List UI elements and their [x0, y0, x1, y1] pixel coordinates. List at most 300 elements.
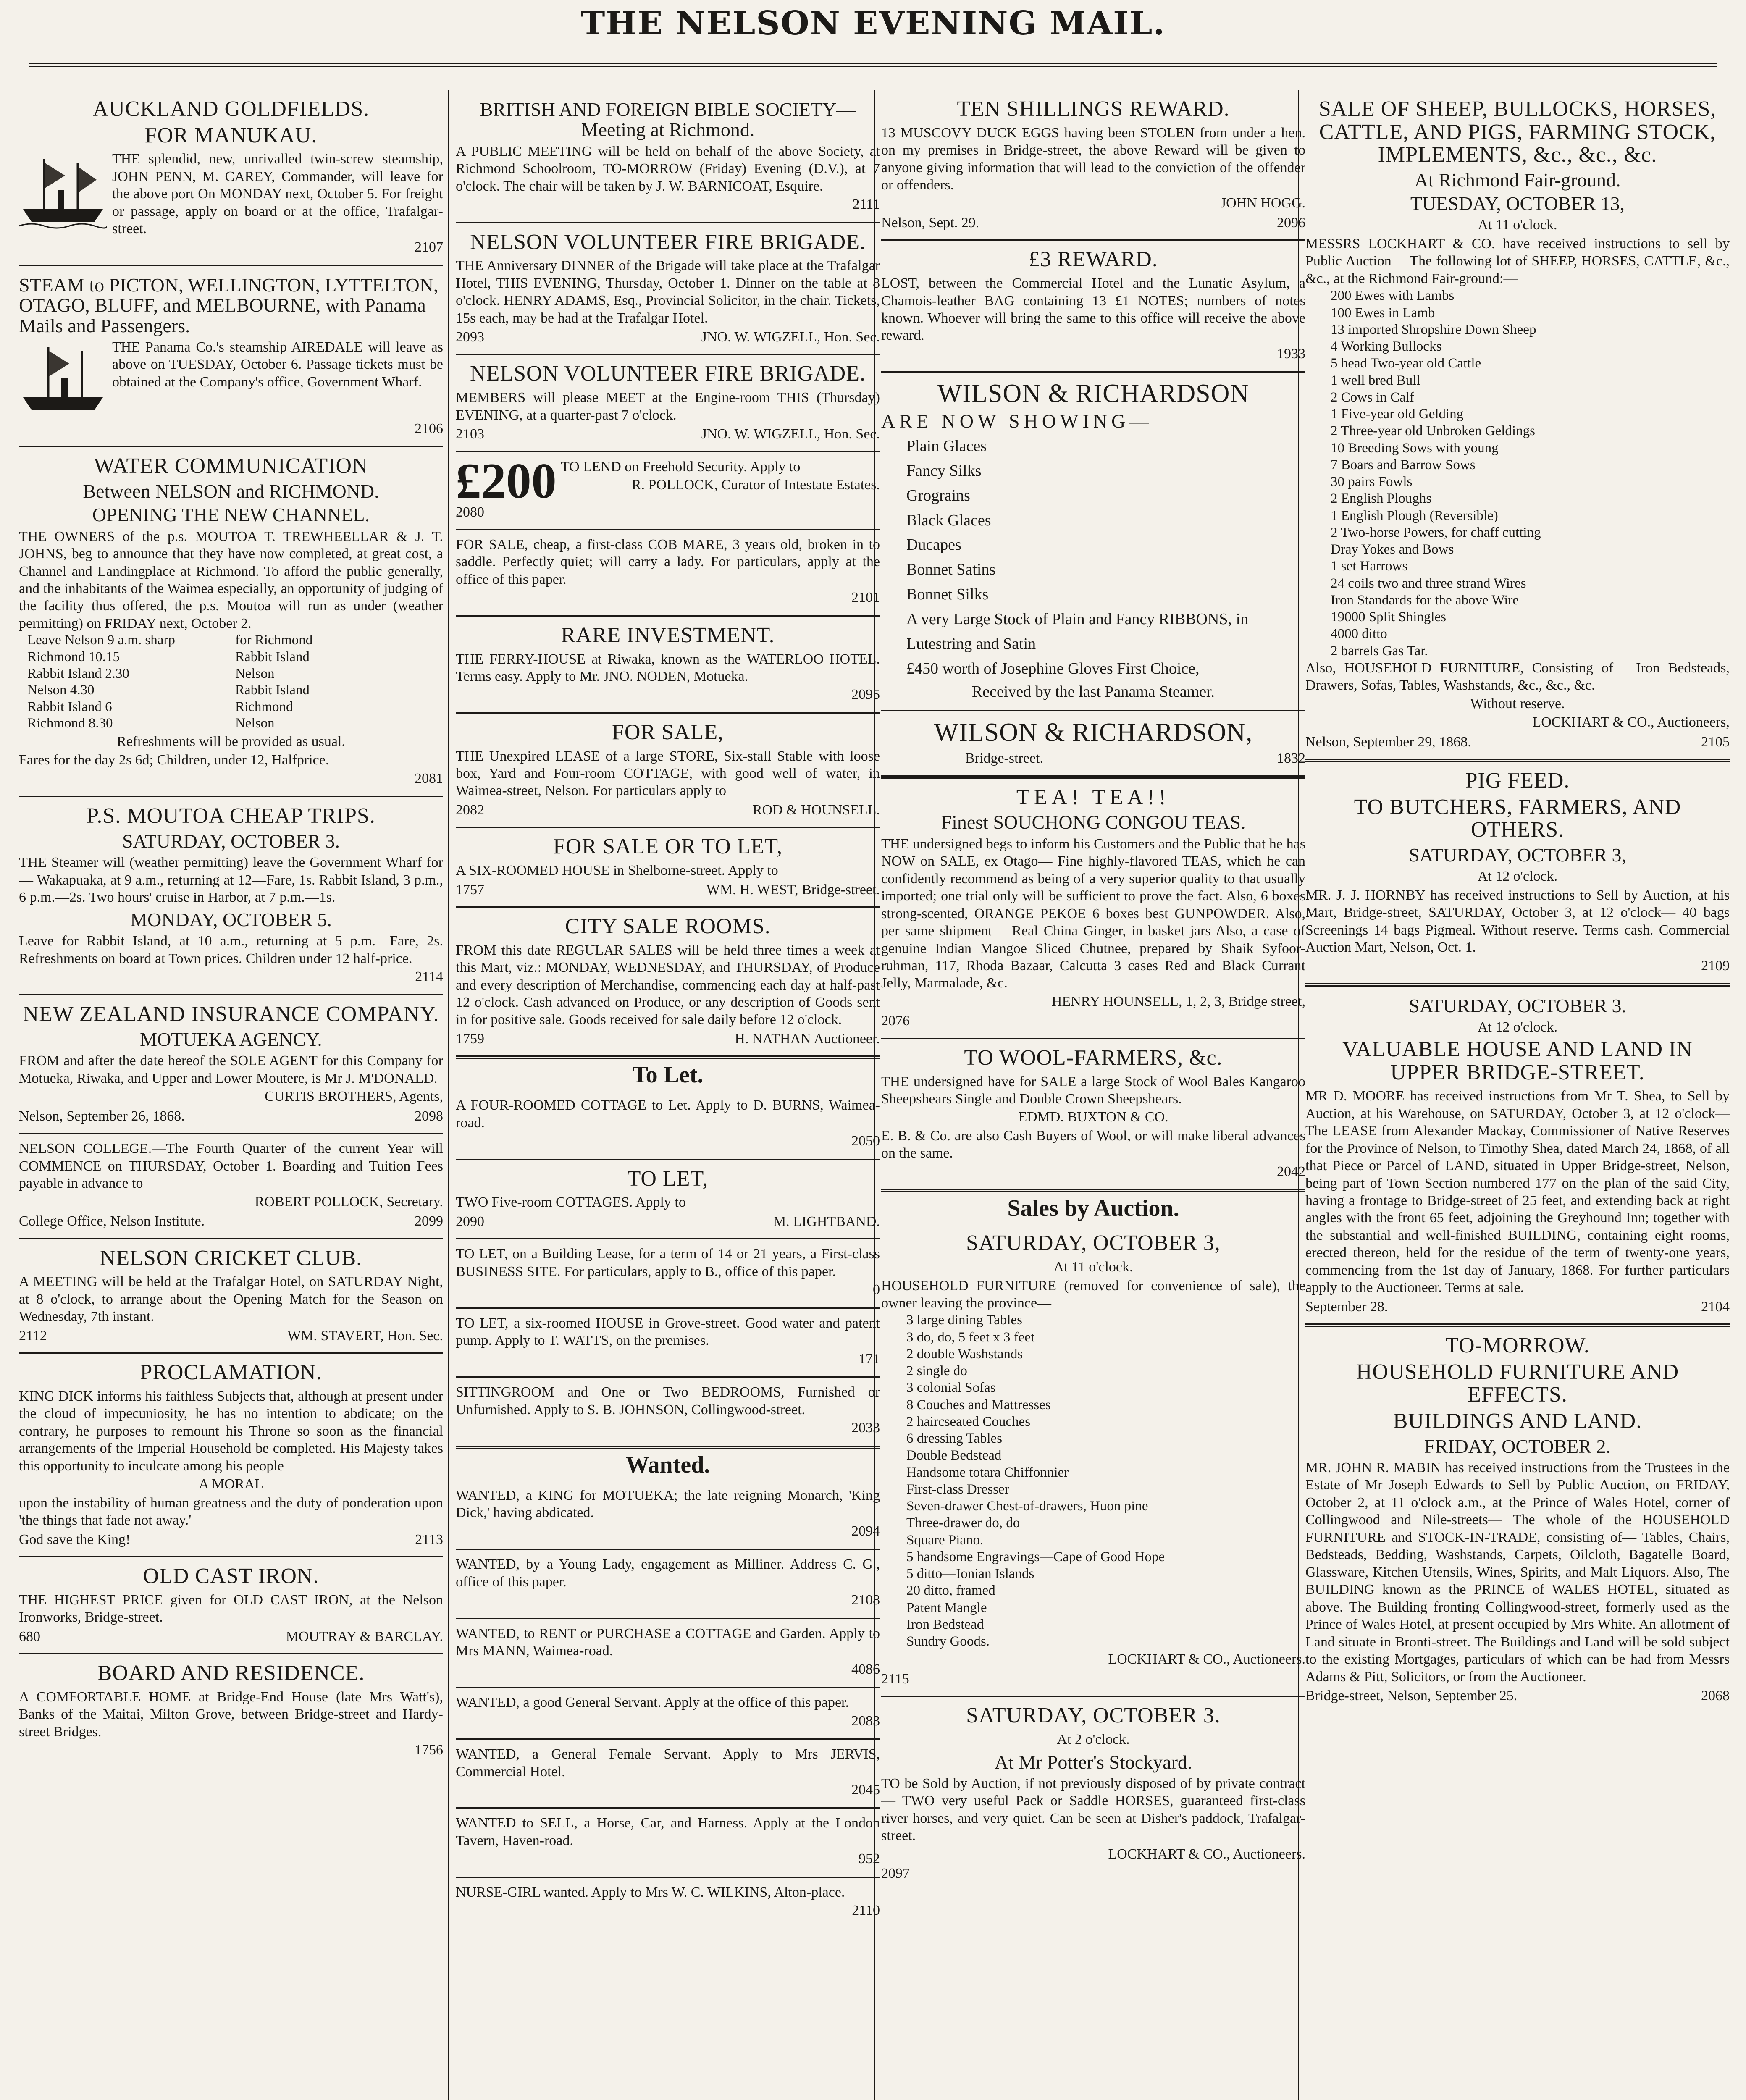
ad-also: Also, HOUSEHOLD FURNITURE, Consisting of— Iron Bedsteads, Drawers, Sofas, Tables, Washstands, &c., &c., &c. — [1305, 660, 1730, 693]
ad-heading: P.S. MOUTOA CHEAP TRIPS. — [87, 804, 375, 828]
ad-lend — [456, 452, 880, 530]
ad-ref: 4086 — [851, 1661, 880, 1677]
ad-body: FROM this date REGULAR SALES will be held three times a week at this Mart, viz.: MONDAY, WEDNESDAY, and THURSDAY, of Produce and every description of Merchandise, commencing each day at half-past 12 o'clock. Cash advanced on Produce, or any description of Goods sent in for positive sale. Goods received for sale daily before 12 o'clock. — [456, 942, 880, 1028]
list-item: Iron Standards for the above Wire — [1331, 592, 1519, 608]
ad-date: College Office, Nelson Institute. — [19, 1213, 205, 1229]
ad-heading: NELSON VOLUNTEER FIRE BRIGADE. — [470, 230, 866, 254]
ad-footer — [456, 425, 880, 444]
ad-fares: Fares for the day 2s 6d; Children, under 12, Halfprice. — [19, 752, 329, 768]
timetable-cell: Leave Nelson 9 a.m. sharp — [27, 633, 175, 648]
list-item: Seven-drawer Chest-of-drawers, Huon pine — [906, 1499, 1148, 1514]
ad-valuable-house — [1305, 987, 1730, 1327]
ad-steam — [19, 266, 443, 447]
ad-body: upon the instability of human greatness and the duty of ponderation upon 'the things that fade not away.' — [19, 1495, 443, 1528]
ad-for-sale-or-let — [456, 828, 880, 908]
list-item: 1 Five-year old Gelding — [1331, 407, 1464, 422]
ad-body: SITTINGROOM and One or Two BEDROOMS, Furnished or Unfurnished. Apply to S. B. JOHNSON, Collingwood-street. — [456, 1384, 880, 1418]
ad-time: At 2 o'clock. — [1057, 1732, 1130, 1748]
ad-heading: FOR SALE, — [612, 720, 724, 744]
ad-body: MEMBERS will please MEET at the Engine-room THIS (Thursday) EVENING, at a quarter-past 7 o'clock. — [456, 390, 880, 423]
list-item: 10 Breeding Sows with young — [1331, 440, 1499, 456]
ad-wanted — [456, 1688, 880, 1740]
list-item: 100 Ewes in Lamb — [1331, 305, 1435, 320]
ad-ref: 2033 — [851, 1420, 880, 1436]
list-item: Double Bedstead — [906, 1448, 1002, 1463]
timetable-cell: Rabbit Island 2.30 — [27, 666, 129, 681]
ad-heading: PROCLAMATION. — [140, 1360, 322, 1385]
column-4 — [1305, 90, 1730, 2100]
ad-ref: 2106 — [415, 420, 443, 436]
ad-for-sale — [456, 714, 880, 828]
list-item: 3 colonial Sofas — [906, 1380, 996, 1396]
column-1 — [19, 90, 443, 2100]
ad-body: WANTED, a KING for MOTUEKA; the late reigning Monarch, 'King Dick,' having abdicated. — [456, 1487, 880, 1521]
ad-body: TO LET, a six-roomed HOUSE in Grove-street. Good water and patent pump. Apply to T. WATTS, on the premises. — [456, 1315, 880, 1349]
ad-body: WANTED, a good General Servant. Apply at the office of this paper. — [456, 1695, 849, 1711]
ad-footer — [456, 1030, 880, 1048]
timetable-cell: Richmond — [235, 699, 293, 714]
ad-ref: 2095 — [851, 687, 880, 703]
ad-fire-brigade-meeting — [456, 355, 880, 452]
ad-ref: 2099 — [415, 1213, 443, 1229]
ad-footer — [456, 801, 880, 819]
list-item: 3 do, do, 5 feet x 3 feet — [906, 1329, 1035, 1345]
ad-body: TWO Five-room COTTAGES. Apply to — [456, 1194, 686, 1210]
list-item: Bonnet Silks — [906, 585, 989, 604]
list-item: 2 Cows in Calf — [1331, 389, 1414, 405]
ad-wanted — [456, 1481, 880, 1550]
ad-date: Nelson, September 26, 1868. — [19, 1108, 185, 1124]
ad-footer — [19, 1327, 443, 1345]
ad-rare-investment — [456, 617, 880, 714]
ad-footer — [456, 881, 880, 899]
ad-body: THE Steamer will (weather permitting) leave the Government Wharf for— Wakapuaka, at 9 a.m., returning at 12—Fare, 1s. Rabbit Island, 3 p.m., 6 p.m.—2s. Two hours' cruise in Harbor, at 7 p.m.—1s. — [19, 855, 443, 906]
list-item: Fancy Silks — [906, 462, 982, 480]
list-item: 2 Two-horse Powers, for chaff cutting — [1331, 525, 1541, 540]
ad-signer: LOCKHART & CO., Auctioneers, — [1532, 714, 1730, 730]
ad-footer — [881, 1670, 1305, 1688]
ad-sale-of-sheep — [1305, 90, 1730, 762]
ad-date: FRIDAY, OCTOBER 2. — [1424, 1435, 1611, 1457]
ad-signer: LOCKHART & CO., Auctioneers. — [1108, 1846, 1305, 1862]
ad-ref: 171 — [859, 1351, 880, 1367]
ad-body: MR. JOHN R. MABIN has received instructions from the Trustees in the Estate of Mr Joseph Edwards to Sell by Public Auction, on FRIDAY, October 2, at 11 o'clock a.m., at the Prince of Wales Hotel, corner of Collingwood and Nile-streets— The whole of the HOUSEHOLD FURNITURE and STOCK-IN-TRADE, consisting of— Tables, Chairs, Bedsteads, Bedding, Washstands, Carpets, Oilcloth, Bagatelle Board, Glassware, Kitchen Utensils, Wines, Spirits, and Malt Liquors. Also, The BUILDING known as the PRINCE of WALES HOTEL, situated as above. The Building fronting Collingwood-street, formerly used as the Prince of Wales Hotel, at present occupied by Mrs White. An allotment of Land situate in Bronti-street. The Buildings and Land will be sold subject to the existing Mortgages, particulars of which can be had from Messrs Adams & Pitt, Solicitors, or from the Auctioneer. — [1305, 1460, 1730, 1685]
ad-heading: PIG FEED. — [1465, 769, 1570, 793]
ad-body: HOUSEHOLD FURNITURE (removed for convenience of sale), the owner leaving the province— — [881, 1278, 1305, 1311]
ad-ref: 2098 — [415, 1108, 443, 1124]
list-item: Patent Mangle — [906, 1600, 987, 1615]
ad-reserve: Without reserve. — [1470, 696, 1565, 711]
ad-signer: WM. STAVERT, Hon. Sec. — [287, 1328, 443, 1344]
ad-heading: AUCKLAND GOLDFIELDS. — [92, 97, 370, 121]
ad-body: A COMFORTABLE HOME at Bridge-End House (late Mrs Watt's), Banks of the Maitai, Milton Grove, between Bridge-street and Hardy-street Bridges. — [19, 1689, 443, 1740]
ad-heading: STEAM to PICTON, WELLINGTON, LYTTELTON, OTAGO, BLUFF, and MELBOURNE, with Panama Mails and Passengers. — [19, 274, 438, 336]
ad-ref: 1756 — [415, 1742, 443, 1758]
ad-wilson-richardson-address — [881, 711, 1305, 779]
ad-ref: 2045 — [851, 1782, 880, 1798]
ad-manukau — [19, 90, 443, 266]
ad-heading: £3 REWARD. — [1029, 247, 1158, 272]
ad-note: Refreshments will be provided as usual. — [117, 733, 345, 749]
ad-heading: BRITISH AND FOREIGN BIBLE SOCIETY—Meeting at Richmond. — [480, 99, 856, 141]
list-item: 30 pairs Fowls — [1331, 474, 1413, 490]
list-item: £450 worth of Josephine Gloves First Choice, — [906, 659, 1200, 677]
list-item: Handsome totara Chiffonnier — [906, 1465, 1069, 1480]
ad-footer — [1305, 733, 1730, 751]
list-item: Sundry Goods. — [906, 1634, 990, 1649]
timetable-cell: for Richmond — [235, 633, 313, 648]
ad-water-communication — [19, 447, 443, 797]
ad-grove-street — [456, 1309, 880, 1378]
list-item: Bonnet Satins — [906, 561, 996, 579]
ad-heading: WILSON & RICHARDSON, — [934, 718, 1253, 747]
ad-wanted — [456, 1809, 880, 1877]
list-item: 4 Working Bullocks — [1331, 339, 1442, 354]
ad-body: THE HIGHEST PRICE given for OLD CAST IRON, at the Nelson Ironworks, Bridge-street. — [19, 1592, 443, 1625]
ad-body: LOST, between the Commercial Hotel and the Lunatic Asylum, a Chamois-leather BAG containing 13 £1 NOTES; numbers of notes known. Whoever will bring the same to this office will receive the above reward. — [881, 276, 1305, 344]
ad-signer: ROD & HOUNSELL. — [752, 802, 880, 818]
ad-cottage — [456, 1091, 880, 1160]
ad-ref: 2082 — [456, 802, 484, 818]
ad-household-furniture — [881, 1224, 1305, 1697]
ad-board — [19, 1654, 443, 1768]
ad-wilson-richardson — [881, 373, 1305, 711]
section-heading-to-let: To Let. — [632, 1062, 704, 1088]
ad-subheading: Between NELSON and RICHMOND. — [83, 480, 379, 502]
ad-footer — [456, 328, 880, 346]
list-item: 1 set Harrows — [1331, 559, 1408, 574]
list-item: 200 Ewes with Lambs — [1331, 288, 1455, 304]
list-item: 1 English Plough (Reversible) — [1331, 508, 1498, 523]
ad-signer: H. NATHAN Auctioneer. — [735, 1031, 880, 1047]
ad-subheading: FOR MANUKAU. — [144, 123, 318, 147]
ad-heading: SATURDAY, OCTOBER 3, — [966, 1231, 1221, 1255]
ad-date: Nelson, Sept. 29. — [881, 215, 979, 231]
ad-body: THE Anniversary DINNER of the Brigade will take place at the Trafalgar Hotel, THIS EVENING, Thursday, October 1. Dinner on the table at 8 o'clock. HENRY ADAMS, Esq., Provincial Solicitor, in the chair. Tickets, 15s each, may be had at the Trafalgar Hotel. — [456, 258, 880, 326]
ad-place: At Richmond Fair-ground. — [1414, 169, 1621, 191]
ad-body: THE Panama Co.'s steamship AIREDALE will leave as above on TUESDAY, October 6. Passage tickets must be obtained at the Company's office, Government Wharf. — [112, 339, 443, 390]
ad-body: THE Unexpired LEASE of a large STORE, Six-stall Stable with loose box, Yard and Four-room COTTAGE, with good well of water, in Waimea-street, Nelson. For particulars apply to — [456, 748, 880, 799]
ad-date: September 28. — [1305, 1299, 1388, 1315]
list-item: Grograins — [906, 486, 970, 504]
ad-date: MONDAY, OCTOBER 5. — [130, 908, 332, 930]
ad-cricket — [19, 1239, 443, 1354]
ad-heading: NELSON VOLUNTEER FIRE BRIGADE. — [470, 362, 866, 386]
ad-signer: JNO. W. WIGZELL, Hon. Sec. — [701, 426, 880, 442]
ad-ref: 2097 — [881, 1866, 910, 1882]
list-item: 24 coils two and three strand Wires — [1331, 575, 1526, 591]
list-item: 2 Three-year old Unbroken Geldings — [1331, 423, 1535, 439]
ad-ref: 2101 — [851, 590, 880, 606]
list-item: 5 ditto—Ionian Islands — [906, 1566, 1034, 1582]
ad-heading: FOR SALE OR TO LET, — [553, 835, 783, 859]
section-heading-wanted: Wanted. — [625, 1452, 710, 1478]
ad-ref: 1933 — [1277, 346, 1305, 362]
ad-pig-feed — [1305, 762, 1730, 987]
ad-tea — [881, 779, 1305, 1039]
ad-ten-shillings-reward — [881, 90, 1305, 241]
ad-proclamation — [19, 1354, 443, 1557]
ad-ref: 2076 — [881, 1013, 910, 1029]
ad-ref: 2094 — [851, 1523, 880, 1539]
list-item: 20 ditto, framed — [906, 1583, 995, 1599]
ad-place: At Mr Potter's Stockyard. — [994, 1751, 1192, 1773]
ad-body: A SIX-ROOMED HOUSE in Shelborne-street. Apply to — [456, 863, 778, 879]
ad-ref: 1759 — [456, 1031, 484, 1047]
ad-body: WANTED, a General Female Servant. Apply to Mrs JERVIS, Commercial Hotel. — [456, 1746, 880, 1780]
ad-body: FOR SALE, cheap, a first-class COB MARE, 3 years old, broken in to saddle. Perfectly quiet; will carry a lady. For particulars, apply at the office of this paper. — [456, 537, 880, 587]
ad-body: TO be Sold by Auction, if not previously disposed of by private contract— TWO very useful Pack or Saddle HORSES, guaranteed first-class river horses, and very quiet. Can be seen at Disher's paddock, Trafalgar-street. — [881, 1775, 1305, 1844]
ad-heading: TEA! TEA!! — [1016, 785, 1171, 809]
ad-insurance — [19, 995, 443, 1134]
ad-date: SATURDAY, OCTOBER 3, — [1408, 844, 1627, 866]
list-item: 2 haircseated Couches — [906, 1414, 1031, 1429]
ad-heading: OLD CAST IRON. — [143, 1564, 319, 1588]
ad-signer: M. LIGHTBAND. — [773, 1213, 880, 1229]
ad-body: THE undersigned have for SALE a large Stock of Wool Bales Kangaroo Sheepshears Single and Double Crown Sheepshears. — [881, 1074, 1305, 1107]
ad-body: MESSRS LOCKHART & CO. have received instructions to sell by Public Auction— The following lot of SHEEP, HORSES, CATTLE, &c., &c., at the Richmond Fair-ground:— — [1305, 236, 1730, 286]
list-item: Plain Glaces — [906, 437, 987, 455]
ad-ref: 2114 — [415, 969, 443, 984]
ad-address: Bridge-street. — [965, 751, 1043, 766]
ad-wanted — [456, 1619, 880, 1688]
ad-heading: TEN SHILLINGS REWARD. — [957, 97, 1230, 121]
list-item: First-class Dresser — [906, 1481, 1009, 1497]
ad-heading: NEW ZEALAND INSURANCE COMPANY. — [23, 1002, 439, 1026]
ad-college — [19, 1134, 443, 1239]
ad-body: THE undersigned begs to inform his Customers and the Public that he has NOW on SALE, ex Otago— Fine highly-flavored TEAS, which he can confidently recommend as being of a very superior quality to that usually imported; one trial only will be sufficient to prove the fact. Also, 6 boxes strong-scented, ORANGE PEKOE 6 boxes best GUNPOWDER. Also, per same shipment— Real China Ginger, in basket jars Also, a case of genuine Indian Mangoe Sliced Chutnee, prepared by Shaik Syfoor-ruhman, 117, Rhoda Bazaar, Calcutta 3 cases Red and Black Currant Jelly, Marmalade, &c. — [881, 836, 1305, 991]
ad-saddle-horses — [881, 1697, 1305, 1890]
ad-body: WANTED to SELL, a Horse, Car, and Harness. Apply at the London Tavern, Haven-road. — [456, 1815, 880, 1848]
ad-heading: WILSON & RICHARDSON — [937, 379, 1250, 408]
ad-heading: RARE INVESTMENT. — [561, 623, 775, 647]
ad-signer: WM. H. WEST, Bridge-street. — [706, 882, 880, 898]
timetable-cell: Nelson — [235, 716, 275, 731]
ad-body: A FOUR-ROOMED COTTAGE to Let. Apply to D. BURNS, Waimea-road. — [456, 1097, 880, 1131]
list-item: 5 handsome Engravings—Cape of Good Hope — [906, 1549, 1165, 1564]
timetable-cell: Nelson 4.30 — [27, 682, 95, 698]
livestock-list — [1305, 287, 1730, 659]
list-item: 4000 ditto — [1331, 626, 1387, 642]
ad-ref: 1757 — [456, 882, 484, 898]
ad-body: NELSON COLLEGE.—The Fourth Quarter of the current Year will COMMENCE on THURSDAY, October 1. Boarding and Tuition Fees payable in advance to — [19, 1141, 443, 1192]
ad-wanted — [456, 1878, 880, 1928]
ad-date: TUESDAY, OCTOBER 13, — [1410, 193, 1625, 215]
ad-heading: BOARD AND RESIDENCE. — [97, 1661, 365, 1685]
list-item: 7 Boars and Barrow Sows — [1331, 457, 1476, 472]
timetable — [19, 632, 443, 732]
ad-ref: 2112 — [19, 1328, 47, 1344]
ad-body: 13 MUSCOVY DUCK EGGS having been STOLEN from under a hen. on my premises in Bridge-street, the above Reward will be given to anyone giving information that will lead to the conviction of the offender or offenders. — [881, 125, 1305, 193]
list-item: 19000 Split Shingles — [1331, 609, 1447, 625]
ad-closing: God save the King! — [19, 1531, 131, 1547]
ad-ref: 2083 — [851, 1713, 880, 1729]
ad-body: TO LET, on a Building Lease, for a term of 14 or 21 years, a First-class BUSINESS SITE. For particulars, apply to B., office of this paper. — [456, 1246, 880, 1279]
steamship-icon — [19, 150, 107, 230]
ad-footer — [19, 1108, 443, 1126]
ad-heading: VALUABLE HOUSE AND LAND IN UPPER BRIDGE-STREET. — [1342, 1037, 1693, 1084]
ad-cast-iron — [19, 1557, 443, 1654]
ad-body: THE FERRY-HOUSE at Riwaka, known as the WATERLOO HOTEL. Terms easy. Apply to Mr. JNO. NODEN, Motueka. — [456, 651, 880, 684]
ad-date: SATURDAY, OCTOBER 3. — [1408, 995, 1627, 1017]
ad-footer — [19, 1531, 443, 1549]
masthead: THE NELSON EVENING MAIL. — [580, 4, 1166, 42]
ad-signer: JOHN HOGG. — [1220, 195, 1305, 211]
ad-body: MR. J. J. HORNBY has received instructions to Sell by Auction, at his Mart, Bridge-street, SATURDAY, October 3, at 12 o'clock— 40 bags Screenings 14 bags Pigmeal. Without reserve. Terms cash. Commercial Auction Mart, Nelson, Oct. 1. — [1305, 887, 1730, 956]
ad-body: WANTED, to RENT or PURCHASE a COTTAGE and Garden. Apply to Mrs MANN, Waimea-road. — [456, 1625, 880, 1659]
list-item: Square Piano. — [906, 1532, 984, 1548]
ad-heading: TO-MORROW. — [1445, 1334, 1590, 1358]
list-item: 3 large dining Tables — [906, 1312, 1023, 1328]
column-rule — [448, 90, 449, 2100]
timetable-cell: Rabbit Island — [235, 682, 310, 698]
ad-time: At 11 o'clock. — [1478, 217, 1557, 233]
ad-body: A MEETING will be held at the Trafalgar Hotel, on SATURDAY Night, at 8 o'clock, to arrange about the Opening Match for the Season on Wednesday, 7th instant. — [19, 1274, 443, 1325]
ad-wanted — [456, 1740, 880, 1809]
timetable-cell: Richmond 8.30 — [27, 716, 113, 731]
ad-ref: 2107 — [415, 239, 443, 255]
ad-time: At 11 o'clock. — [1053, 1259, 1133, 1275]
column-2 — [456, 90, 880, 2100]
ad-body: THE splendid, new, unrivalled twin-screw steamship, JOHN PENN, M. CAREY, Commander, will leave for the above port On MONDAY next, October 5. For freight or passage, apply on board or at the office, Trafalgar-street. — [112, 151, 443, 237]
ad-heading: CITY SALE ROOMS. — [565, 914, 771, 938]
ad-ref: 2110 — [852, 1903, 880, 1919]
ad-ref: 2050 — [851, 1133, 880, 1149]
ad-wool-farmers — [881, 1039, 1305, 1192]
ad-footer — [1305, 1687, 1730, 1705]
list-item: Iron Bedstead — [906, 1617, 984, 1632]
ad-heading: SATURDAY, OCTOBER 3. — [966, 1704, 1221, 1728]
ad-signer: CURTIS BROTHERS, Agents, — [265, 1089, 443, 1105]
timetable-cell: Rabbit Island 6 — [27, 699, 112, 714]
ad-body: A PUBLIC MEETING will be held on behalf of the above Society, at Richmond Schoolroom, TO-MORROW (Friday) Evening (D.V.), at 7 o'clock. The chair will be taken by J. W. BARNICOAT, Esquire. — [456, 143, 880, 194]
steamship-icon — [19, 339, 107, 418]
list-item: Ducapes — [906, 536, 961, 554]
masthead-rule — [29, 63, 1717, 70]
ad-ref: 2080 — [456, 504, 484, 520]
ad-moral: A MORAL — [199, 1476, 263, 1492]
ad-date: Nelson, September 29, 1868. — [1305, 734, 1471, 750]
ad-bible-society — [456, 90, 880, 223]
ad-closing: Received by the last Panama Steamer. — [971, 682, 1215, 701]
ad-body: TO LEND on Freehold Security. Apply to — [561, 459, 801, 475]
list-item: 6 dressing Tables — [906, 1431, 1003, 1446]
ad-date: SATURDAY, OCTOBER 3. — [122, 830, 340, 852]
list-item: 2 English Ploughs — [1331, 491, 1432, 507]
ad-footer — [456, 1213, 880, 1231]
ad-to-morrow — [1305, 1327, 1730, 1712]
timetable-cell: Richmond 10.15 — [27, 649, 120, 665]
list-item: 1 well bred Bull — [1331, 373, 1420, 388]
ad-ref: 2103 — [456, 426, 484, 442]
ad-ref: 2096 — [1277, 215, 1305, 231]
ad-ref: 1832 — [1277, 751, 1305, 766]
ad-ref: 0 — [873, 1282, 880, 1298]
ad-signer: ROBERT POLLOCK, Secretary. — [255, 1194, 443, 1210]
ad-ref: 2115 — [881, 1671, 909, 1687]
ad-wanted — [456, 1550, 880, 1619]
ad-date: Bridge-street, Nelson, September 25. — [1305, 1688, 1518, 1704]
loan-amount: £200 — [456, 452, 557, 509]
ad-signer: HENRY HOUNSELL, 1, 2, 3, Bridge street, — [1051, 993, 1305, 1009]
ad-body: WANTED, by a Young Lady, engagement as Milliner. Address C. G., office of this paper. — [456, 1557, 880, 1590]
ad-heading: TO LET, — [627, 1166, 709, 1191]
list-item: Three-drawer do, do — [906, 1515, 1020, 1531]
list-item: A very Large Stock of Plain and Fancy RIBBONS, in Lutestring and Satin — [906, 610, 1249, 653]
ad-body: MR D. MOORE has received instructions from Mr T. Shea, to Sell by Auction, at his Warehouse, on SATURDAY, October 3, at 12 o'clock— The LEASE from Alexander Mackay, Commissioner of Native Reserves for the Province of Nelson, to Timothy Shea, dated March 24, 1868, of all that Piece or Parcel of LAND, situated in Upper Bridge-street, Nelson, being part of Town Section numbered 177 on the plan of the said City, having a frontage to Bridge-street of 25 feet, and extending back at right angles with the front 65 feet, adjoining the Greyhound Inn; together with the substantial and well-finished BUILDING, containing eight rooms, erected thereon, held for the residue of the term of twenty-one years, commencing from the 1st day of January, 1868. For further particulars apply to the Auctioneer. Terms at sale. — [1305, 1088, 1730, 1296]
ad-body: FROM and after the date hereof the SOLE AGENT for this Company for Motueka, Riwaka, and Upper and Lower Moutere, is Mr J. M'DONALD. — [19, 1053, 443, 1086]
ad-footer — [19, 1628, 443, 1646]
ad-cob-mare — [456, 530, 880, 617]
ad-body: NURSE-GIRL wanted. Apply to Mrs W. C. WILKINS, Alton-place. — [456, 1884, 845, 1900]
ad-heading-3: OPENING THE NEW CHANNEL. — [92, 504, 370, 526]
furniture-list — [881, 1312, 1305, 1650]
ad-building-lease — [456, 1239, 880, 1308]
ad-footer — [1305, 1298, 1730, 1316]
ad-footer — [19, 1213, 443, 1231]
list-item: Black Glaces — [906, 511, 991, 529]
ad-time: At 12 o'clock. — [1477, 869, 1558, 885]
ad-heading: WATER COMMUNICATION — [94, 454, 368, 478]
ad-ref: 2108 — [851, 1592, 880, 1608]
list-item: 8 Couches and Mattresses — [906, 1397, 1051, 1412]
ad-footer — [881, 1012, 1305, 1030]
ad-signer: EDMD. BUXTON & CO. — [1018, 1109, 1168, 1125]
ad-body: Leave for Rabbit Island, at 10 a.m., returning at 5 p.m.—Fare, 2s. Refreshments on board at Town prices. Children under 12 half-price. — [19, 933, 443, 966]
column-3 — [881, 90, 1305, 2100]
ad-body: KING DICK informs his faithless Subjects that, although at present under the cloud of impecuniosity, he has no intention to abdicate; on the contrary, he purposes to remount his Throne so soon as the financial arrangements of the Imperial Household be completed. His Majesty takes this opportunity to inculcate among his people — [19, 1388, 443, 1474]
ad-heading: NELSON CRICKET CLUB. — [100, 1246, 362, 1270]
ad-ref: 2068 — [1701, 1688, 1730, 1704]
ad-fire-brigade-dinner — [456, 223, 880, 355]
ad-ref: 2105 — [1701, 734, 1730, 750]
timetable-cell: Nelson — [235, 666, 275, 681]
ad-ref: 2042 — [1277, 1163, 1305, 1179]
ad-heading-2: HOUSEHOLD FURNITURE AND EFFECTS. — [1356, 1360, 1679, 1407]
ad-ref: 680 — [19, 1628, 40, 1644]
ad-signer: JNO. W. WIGZELL, Hon. Sec. — [701, 329, 880, 345]
ad-subheading: MOTUEKA AGENCY. — [140, 1029, 322, 1050]
ad-city-sale-rooms — [456, 908, 880, 1059]
section-heading-auction: Sales by Auction. — [1007, 1195, 1179, 1222]
ad-ref: 2104 — [1701, 1299, 1730, 1315]
ad-signer: MOUTRAY & BARCLAY. — [286, 1628, 443, 1644]
ad-footer — [881, 214, 1305, 232]
ad-heading: TO WOOL-FARMERS, &c. — [964, 1045, 1223, 1070]
goods-list — [881, 434, 1305, 681]
list-item: 2 double Washstands — [906, 1346, 1023, 1362]
timetable-cell: Rabbit Island — [235, 649, 310, 665]
ad-signer: LOCKHART & CO., Auctioneers. — [1108, 1651, 1305, 1667]
ad-ref: 952 — [859, 1851, 880, 1867]
ad-ref: 2113 — [415, 1531, 443, 1547]
ad-footer — [881, 1865, 1305, 1883]
ad-moutoa-trips — [19, 797, 443, 995]
ad-subheading: Finest SOUCHONG CONGOU TEAS. — [941, 811, 1246, 833]
ad-body: THE OWNERS of the p.s. MOUTOA T. TREWHEELLAR & J. T. JOHNS, beg to announce that they have now completed, at great cost, a Channel and Landingplace at Richmond. To afford the public generally, and the inhabitants of the Waimea especially, an opportunity of judging of the facility thus offered, the p.s. Moutoa will run as under (weather permitting) on FRIDAY next, October 2. — [19, 528, 443, 631]
ad-sittingroom — [456, 1378, 880, 1449]
list-item: Dray Yokes and Bows — [1331, 542, 1454, 557]
list-item: 5 head Two-year old Cattle — [1331, 356, 1481, 371]
ad-two-cottages — [456, 1160, 880, 1240]
ad-ref: 2109 — [1701, 958, 1730, 974]
ad-body: E. B. & Co. are also Cash Buyers of Wool, or will make liberal advances on the same. — [881, 1128, 1305, 1161]
ad-heading: SALE OF SHEEP, BULLOCKS, HORSES, CATTLE, AND PIGS, FARMING STOCK, IMPLEMENTS, &c., &c., &c. — [1318, 97, 1717, 167]
ad-heading-2: TO BUTCHERS, FARMERS, AND OTHERS. — [1354, 795, 1681, 842]
ad-three-pound-reward — [881, 241, 1305, 373]
ad-heading-3: BUILDINGS AND LAND. — [1393, 1409, 1642, 1433]
ad-ref: 2081 — [415, 770, 443, 786]
